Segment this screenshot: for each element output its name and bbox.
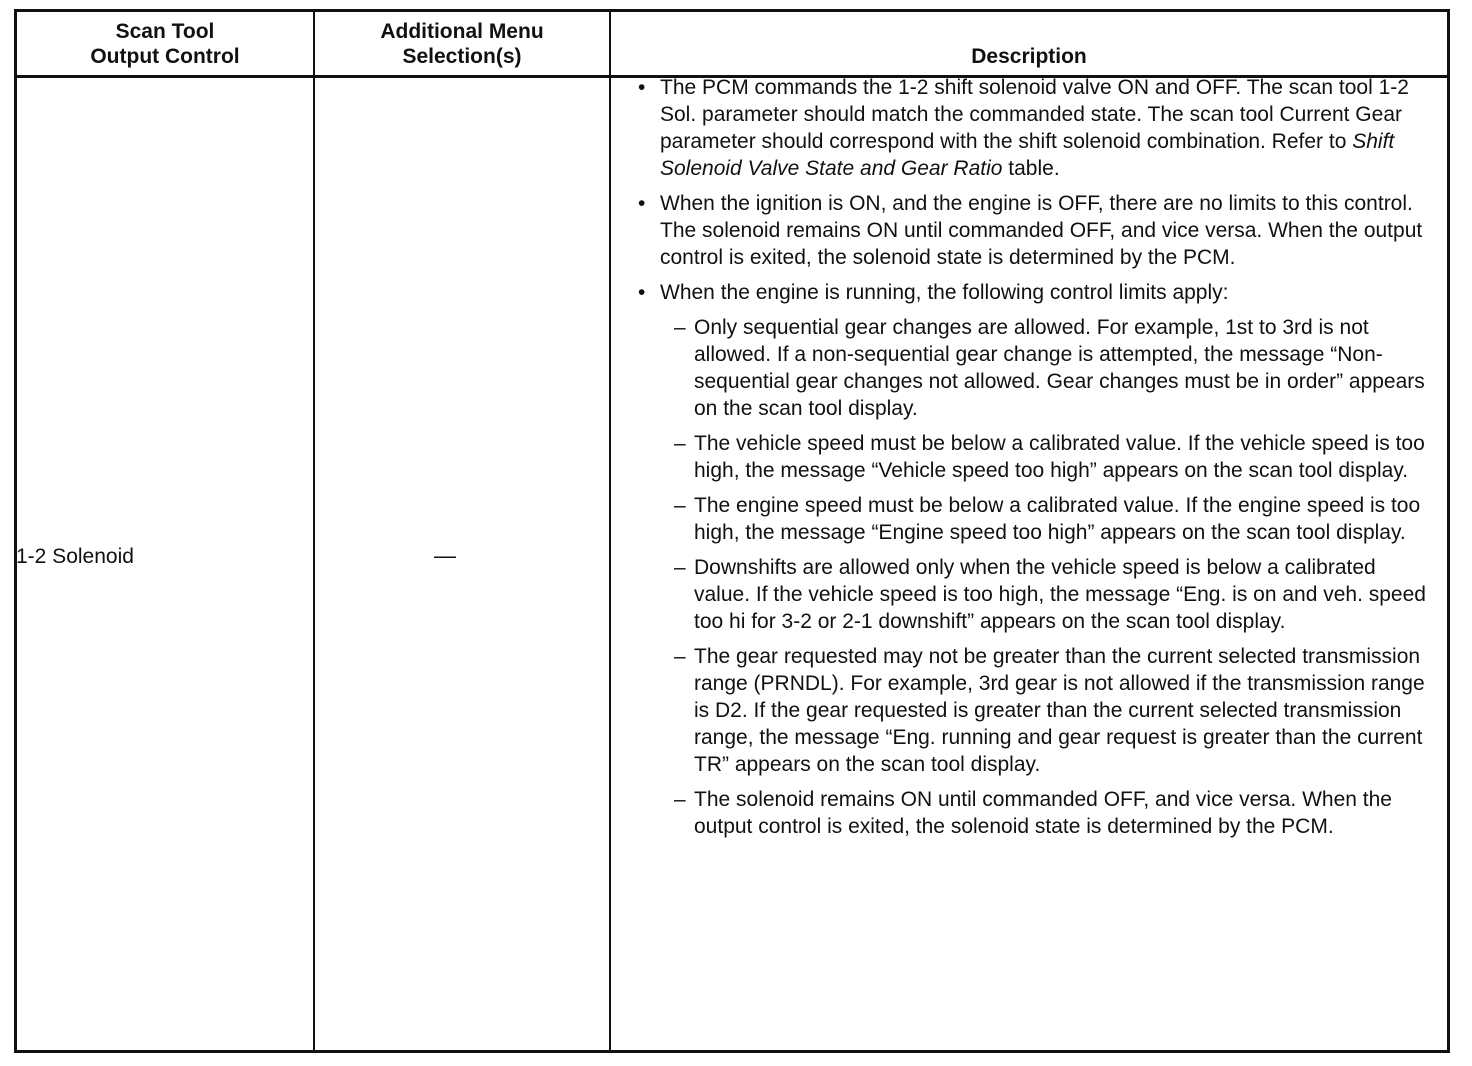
list-item	[632, 190, 1432, 271]
sub-list-item	[632, 492, 1432, 546]
sub-list-item	[632, 643, 1432, 778]
list-item	[632, 279, 1432, 306]
sub-list-item	[632, 314, 1432, 422]
header-text: Scan Tool	[115, 19, 215, 43]
dash-mark: –	[674, 645, 686, 668]
dash-mark: –	[674, 316, 686, 339]
header-text: Output Control	[90, 44, 240, 68]
bullet-text: When the engine is running, the following control limits apply:	[660, 281, 1229, 304]
sub-item-text: The solenoid remains ON until commanded OFF, and vice versa. When the output control is exited, the solenoid state is determined by the PCM.	[694, 788, 1392, 838]
header-text: Additional Menu	[380, 19, 544, 43]
sub-item-text: The engine speed must be below a calibrated value. If the engine speed is too high, the message “Engine speed too high” appears on the scan tool display.	[694, 494, 1421, 544]
header-text: Description	[971, 45, 1087, 68]
table-reference: Shift Solenoid Valve State and Gear Ratio	[660, 130, 1395, 180]
dash-mark: –	[674, 556, 686, 579]
list-item	[632, 74, 1432, 182]
bullet-text: table.	[1002, 157, 1060, 180]
column-divider	[609, 12, 611, 1050]
sub-item-text: The vehicle speed must be below a calibrated value. If the vehicle speed is too high, the message “Vehicle speed too high” appears on the scan tool display.	[694, 432, 1425, 482]
bullet-mark: •	[638, 76, 646, 99]
header-text: Selection(s)	[402, 44, 522, 68]
sub-list-item	[632, 786, 1432, 840]
dash-mark: –	[674, 788, 686, 811]
sub-list-item	[632, 554, 1432, 635]
column-divider	[313, 12, 315, 1050]
sub-item-text: The gear requested may not be greater than the current selected transmission range (PRNDL). For example, 3rd gear is not allowed if the transmission range is D2. If the gear requested is greater than the current selected transmission range, the message “Eng. running and gear request is greater than the current TR” appears on the scan tool display.	[694, 645, 1425, 776]
sub-list-item	[632, 430, 1432, 484]
dash-mark: –	[674, 432, 686, 455]
header-additional-menu-selections	[315, 12, 609, 75]
header-description	[611, 12, 1447, 75]
bullet-text: When the ignition is ON, and the engine is OFF, there are no limits to this control. The solenoid remains ON until commanded OFF, and vice versa. When the output control is exited, the solenoid state is determined by the PCM.	[660, 192, 1423, 269]
bullet-mark: •	[638, 281, 646, 304]
cell-description	[632, 74, 1432, 848]
cell-menu-selection: —	[434, 543, 456, 568]
header-scan-tool-output-control	[17, 12, 313, 75]
sub-item-text: Downshifts are allowed only when the vehicle speed is below a calibrated value. If the vehicle speed is too high, the message “Eng. is on and veh. speed too hi for 3-2 or 2-1 downshift” appears on the scan tool display.	[694, 556, 1426, 633]
bullet-mark: •	[638, 192, 646, 215]
sub-item-text: Only sequential gear changes are allowed. For example, 1st to 3rd is not allowed. If a non-sequential gear change is attempted, the message “Non-sequential gear changes not allowed. Gear changes must be in order” appears on the scan tool display.	[694, 316, 1425, 420]
dash-mark: –	[674, 494, 686, 517]
bullet-text: The PCM commands the 1-2 shift solenoid valve ON and OFF. The scan tool 1-2 Sol. parameter should match the commanded state. The scan tool Current Gear parameter should correspond with the shift solenoid combination. Refer to	[660, 76, 1409, 153]
cell-output-control: 1-2 Solenoid	[16, 545, 134, 568]
